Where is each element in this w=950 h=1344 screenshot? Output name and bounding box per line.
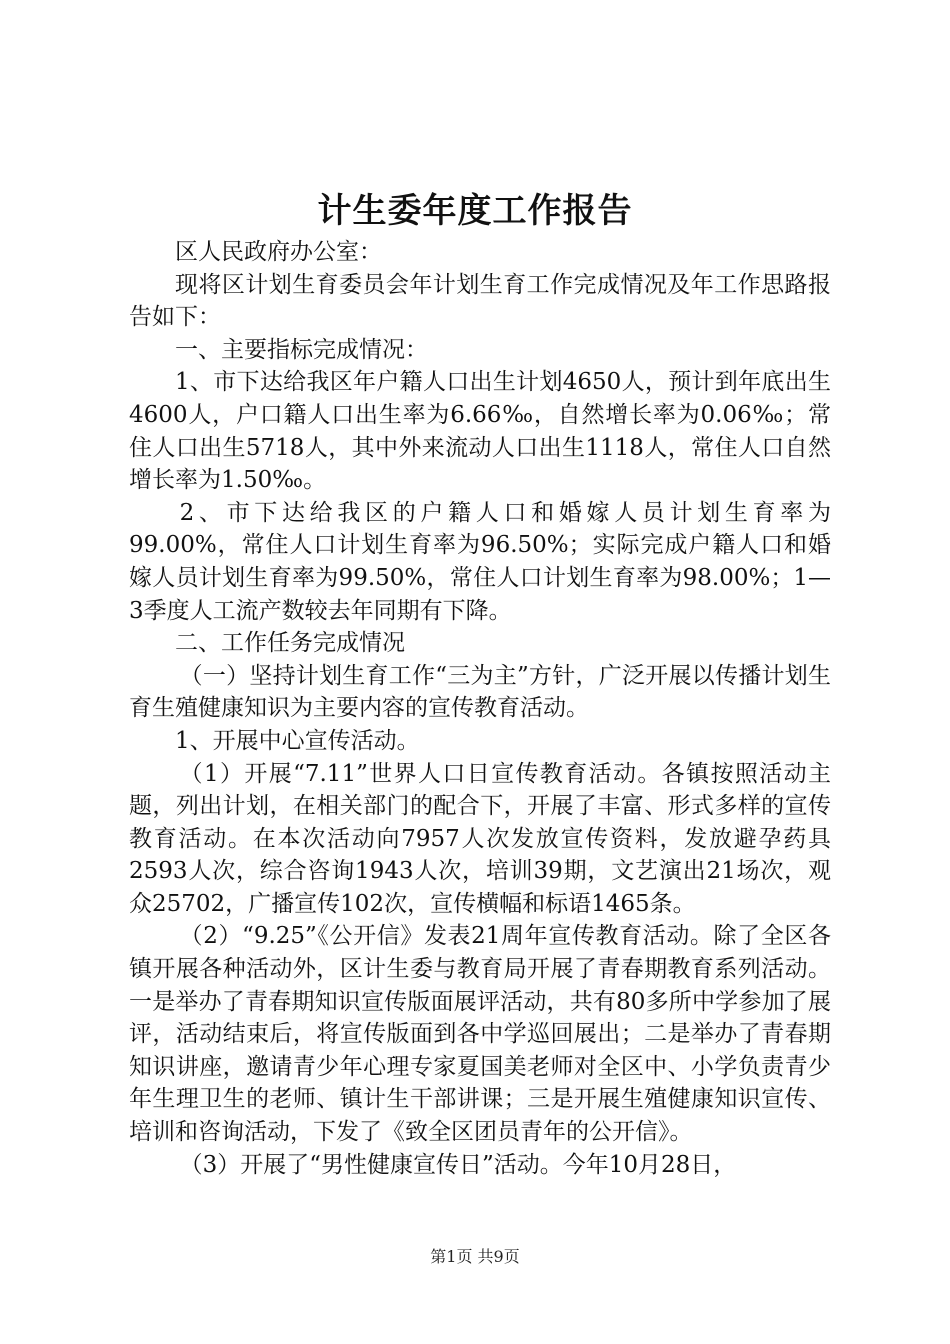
paragraph-task-1: （一）坚持计划生育工作“三为主”方针，广泛开展以传播计划生育生殖健康知识为主要内容的宣传教育活动。 xyxy=(129,662,831,722)
paragraph-campaign-2: （2）“9.25”《公开信》发表21周年宣传教育活动。除了全区各镇开展各种活动外，区计生委与教育局开展了青春期教育系列活动。一是举办了青春期知识宣传版面展评活动，共有80多所中学参加了展评，活动结束后，将宣传版面到各中学巡回展出；二是举办了青春期知识讲座，邀请青少年心理专家夏国美老师对全区中、小学负责青少年生理卫生的老师、镇计生干部讲课；三是开展生殖健康知识宣传、培训和咨询活动，下发了《致全区团员青年的公开信》。 xyxy=(129,923,831,1146)
subheading-central-campaign: 1、开展中心宣传活动。 xyxy=(175,727,420,754)
page-number-footer: 第1页 共9页 xyxy=(430,1247,520,1266)
paragraph-campaign-1: （1）开展“7.11”世界人口日宣传教育活动。各镇按照活动主题，列出计划，在相关部门的配合下，开展了丰富、形式多样的宣传教育活动。在本次活动向7957人次发放宣传资料，发放避孕药具2593人次，综合咨询1943人次，培训39期，文艺演出21场次，观众25702，广播宣传102次，宣传横幅和标语1465条。 xyxy=(129,760,831,917)
section-heading-tasks: 二、工作任务完成情况 xyxy=(175,630,405,657)
paragraph-campaign-3: （3）开展了“男性健康宣传日”活动。今年10月28日， xyxy=(179,1151,737,1178)
document-body xyxy=(129,236,831,1181)
section-heading-indicators: 一、主要指标完成情况： xyxy=(175,336,428,363)
paragraph-intro: 现将区计划生育委员会年计划生育工作完成情况及年工作思路报告如下： xyxy=(129,271,831,331)
paragraph-addressee: 区人民政府办公室： xyxy=(175,239,382,265)
document-title: 计生委年度工作报告 xyxy=(317,191,633,231)
paragraph-indicator-2: 2、市下达给我区的户籍人口和婚嫁人员计划生育率为99.00%，常住人口计划生育率为96.50%；实际完成户籍人口和婚嫁人员计划生育率为99.50%，常住人口计划生育率为98.00%；1—3季度人工流产数较去年同期有下降。 xyxy=(129,499,831,624)
paragraph-indicator-1: 1、市下达给我区年户籍人口出生计划4650人，预计到年底出生4600人，户口籍人口出生率为6.66‰，自然增长率为0.06‰；常住人口出生5718人，其中外来流动人口出生1118人，常住人口自然增长率为1.50‰。 xyxy=(129,369,831,494)
